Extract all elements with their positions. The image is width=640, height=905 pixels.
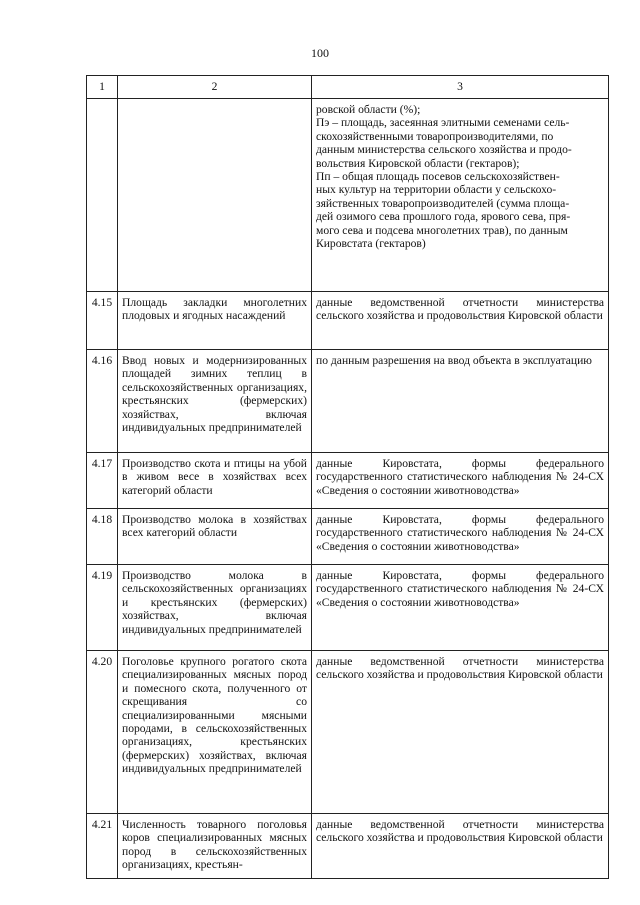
table-row (87, 453, 609, 509)
indicator-name: Поголовье крупного рогатого скота специализированных мясных пород и помесного скота, полученного от скрещивания со специализированными мясными породами, в сельскохозяйственных организациях, крестьянских (фермерских) хозяйствах, включая индивидуальных предпринимателей (118, 651, 312, 814)
source-line: ных культур на территории области у сельскохо- (316, 183, 557, 197)
data-source: по данным разрешения на ввод объекта в эксплуатацию (312, 350, 609, 453)
table-row (87, 651, 609, 814)
indicator-name: Численность товарного поголовья коров специализированных мясных пород в сельскохозяйственных организациях, крестьян- (118, 814, 312, 879)
row-number: 4.20 (87, 651, 118, 814)
table-row (87, 99, 609, 292)
row-number: 4.15 (87, 292, 118, 350)
column-header-3: 3 (312, 76, 609, 99)
column-header-2: 2 (118, 76, 312, 99)
data-source: данные ведомственной отчетности министерства сельского хозяйства и продовольствия Кировской области (312, 651, 609, 814)
row-number: 4.17 (87, 453, 118, 509)
indicator-name: Площадь закладки многолетних плодовых и ягодных насаждений (118, 292, 312, 350)
table-header-row (87, 76, 609, 99)
page-number: 100 (311, 46, 329, 60)
source-line: ровской области (%); (316, 103, 421, 116)
indicator-name: Производство молока в хозяйствах всех категорий области (118, 509, 312, 565)
data-source: данные Кировстата, формы федерального государственного статистического наблюдения № 24-СХ «Сведения о состоянии животноводства» (312, 453, 609, 509)
source-line: дей озимого сева прошлого года, ярового сева, пря- (316, 210, 571, 224)
indicator-name: Ввод новых и модернизированных площадей зимних теплиц в сельскохозяйственных организациях, крестьянских (фермерских) хозяйствах, включая индивидуальных предпринимателей (118, 350, 312, 453)
row-number: 4.21 (87, 814, 118, 879)
column-header-1: 1 (87, 76, 118, 99)
row-number: 4.19 (87, 565, 118, 651)
data-source: данные Кировстата, формы федерального государственного статистического наблюдения № 24-СХ «Сведения о состоянии животноводства» (312, 509, 609, 565)
data-source: данные Кировстата, формы федерального государственного статистического наблюдения № 24-СХ «Сведения о состоянии животноводства» (312, 565, 609, 651)
table-row (87, 509, 609, 565)
data-source (312, 99, 609, 292)
indicators-table (86, 75, 609, 879)
source-line: скохозяйственными товаропроизводителями, по (316, 129, 554, 143)
row-number: 4.18 (87, 509, 118, 565)
source-line: вольствия Кировской области (гектаров); (316, 156, 520, 170)
source-line: Кировстата (гектаров) (316, 237, 426, 251)
indicator-name: Производство молока в сельскохозяйственных организациях и крестьянских (фермерских) хозяйствах, включая индивидуальных предпринимателей (118, 565, 312, 651)
source-line: зяйственных товаропроизводителей (сумма площа- (316, 196, 570, 210)
source-line: Пэ – площадь, засеянная элитными семенами сель- (316, 116, 570, 130)
data-source: данные ведомственной отчетности министерства сельского хозяйства и продовольствия Кировской области (312, 814, 609, 879)
table-row (87, 565, 609, 651)
source-line: мого сева и подсева многолетних трав), по данным (316, 223, 568, 237)
table-row (87, 350, 609, 453)
table-row (87, 292, 609, 350)
row-number: 4.16 (87, 350, 118, 453)
indicator-name: Производство скота и птицы на убой в живом весе в хозяйствах всех категорий области (118, 453, 312, 509)
table-row (87, 814, 609, 879)
indicator-name (118, 99, 312, 292)
row-number (87, 99, 118, 292)
source-line: Пп – общая площадь посевов сельскохозяйствен- (316, 170, 560, 184)
data-source: данные ведомственной отчетности министерства сельского хозяйства и продовольствия Кировской области (312, 292, 609, 350)
source-line: данным министерства сельского хозяйства и продо- (316, 143, 572, 157)
